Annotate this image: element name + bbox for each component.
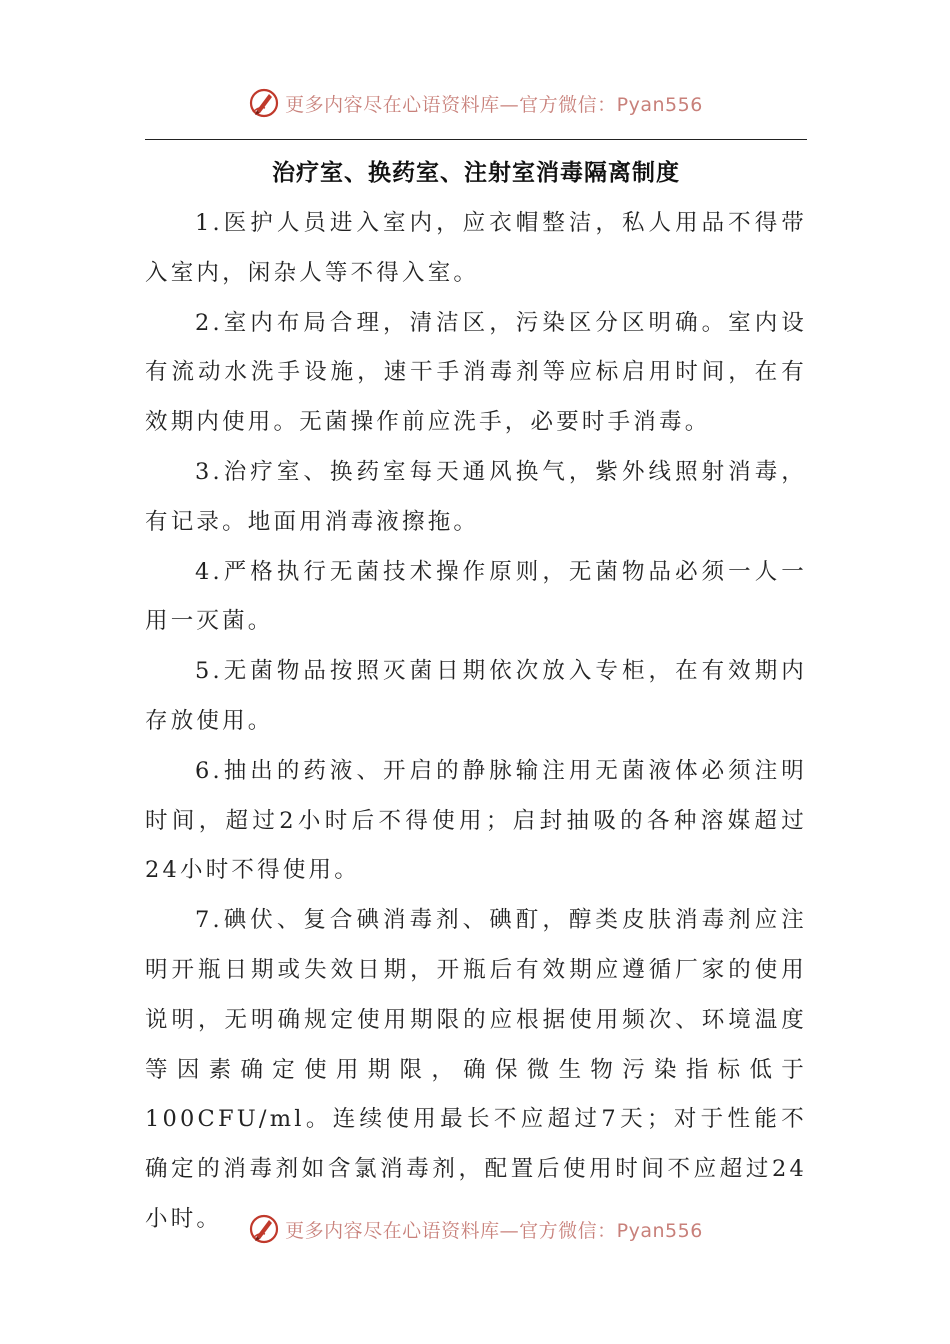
watermark-text: 更多内容尽在心语资料库—官方微信：Pyan556 bbox=[285, 93, 703, 116]
document-body bbox=[145, 199, 807, 1245]
footer-watermark bbox=[0, 1209, 950, 1249]
watermark-handle: Pyan556 bbox=[616, 1219, 703, 1242]
watermark-handle: Pyan556 bbox=[616, 93, 703, 116]
paragraph-1: 1.医护人员进入室内，应衣帽整洁，私人用品不得带入室内，闲杂人等不得入室。 bbox=[145, 210, 807, 286]
pen-logo-icon bbox=[247, 86, 281, 120]
paragraph-3: 3.治疗室、换药室每天通风换气，紫外线照射消毒，有记录。地面用消毒液擦拖。 bbox=[145, 458, 807, 535]
paragraph-5: 5.无菌物品按照灭菌日期依次放入专柜，在有效期内存放使用。 bbox=[145, 658, 807, 734]
document-title: 治疗室、换药室、注射室消毒隔离制度 bbox=[272, 160, 680, 186]
paragraph-6: 6.抽出的药液、开启的静脉输注用无菌液体必须注明时间，超过2小时后不得使用；启封抽吸的各种溶媒超过24小时不得使用。 bbox=[145, 757, 807, 884]
paragraph-7: 7.碘伏、复合碘消毒剂、碘酊，醇类皮肤消毒剂应注明开瓶日期或失效日期，开瓶后有效期应遵循厂家的使用说明，无明确规定使用期限的应根据使用频次、环境温度等因素确定使用期限，确保微生物污染指标低于100CFU/ml。连续使用最长不应超过7天；对于性能不确定的消毒剂如含氯消毒剂，配置后使用时间不应超过24小时。 bbox=[145, 907, 807, 1232]
header-watermark bbox=[0, 83, 950, 123]
pen-logo-icon bbox=[247, 1212, 281, 1246]
paragraph-4: 4.严格执行无菌技术操作原则，无菌物品必须一人一用一灭菌。 bbox=[145, 558, 807, 635]
header-divider bbox=[145, 139, 807, 140]
paragraph-2: 2.室内布局合理，清洁区，污染区分区明确。室内设有流动水洗手设施，速干手消毒剂等应标启用时间，在有效期内使用。无菌操作前应洗手，必要时手消毒。 bbox=[145, 309, 807, 436]
watermark-text: 更多内容尽在心语资料库—官方微信：Pyan556 bbox=[285, 1219, 703, 1242]
